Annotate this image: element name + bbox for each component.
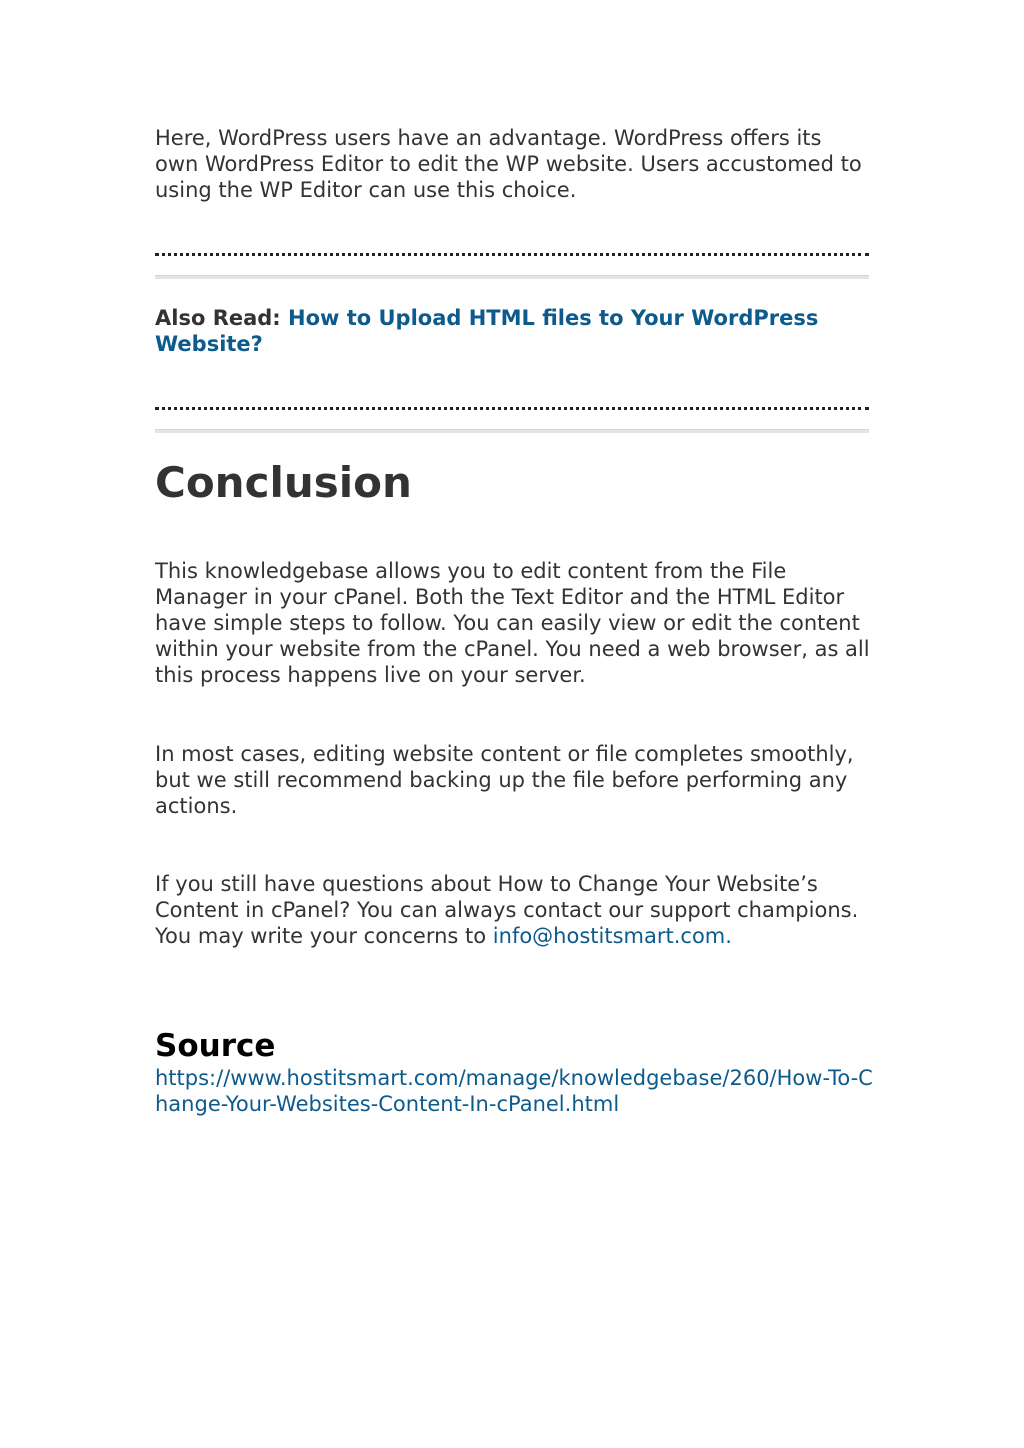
- section-divider: [155, 407, 869, 433]
- conclusion-paragraph-3-text: If you still have questions about How to Change Your Website’s Content in cPanel? You can always contact our support champions. You may write your concerns to: [155, 872, 859, 948]
- also-read-link[interactable]: How to Upload HTML files to Your WordPress Website?: [155, 306, 819, 356]
- conclusion-heading: Conclusion: [155, 458, 412, 507]
- support-email-link[interactable]: info@hostitsmart.com.: [492, 924, 732, 948]
- also-read-label: Also Read:: [155, 306, 289, 330]
- source-url-link[interactable]: https://www.hostitsmart.com/manage/knowledgebase/260/How-To-Change-Your-Websites-Content-In-cPanel.html: [155, 1066, 873, 1116]
- dotted-rule: [155, 407, 869, 410]
- dotted-rule: [155, 253, 869, 256]
- source-heading: Source: [155, 1028, 276, 1064]
- solid-rule: [155, 429, 869, 433]
- section-divider: [155, 253, 869, 279]
- conclusion-paragraph-3: [155, 871, 870, 949]
- also-read-block: [155, 305, 870, 357]
- solid-rule: [155, 275, 869, 279]
- conclusion-paragraph-2: In most cases, editing website content or file completes smoothly, but we still recommend backing up the file before performing any actions.: [155, 742, 854, 818]
- intro-paragraph: Here, WordPress users have an advantage. WordPress offers its own WordPress Editor to edit the WP website. Users accustomed to using the WP Editor can use this choice.: [155, 126, 862, 202]
- conclusion-paragraph-1: This knowledgebase allows you to edit content from the File Manager in your cPanel. Both the Text Editor and the HTML Editor have simple steps to follow. You can easily view or edit the content within your website from the cPanel. You need a web browser, as all this process happens live on your server.: [155, 559, 870, 687]
